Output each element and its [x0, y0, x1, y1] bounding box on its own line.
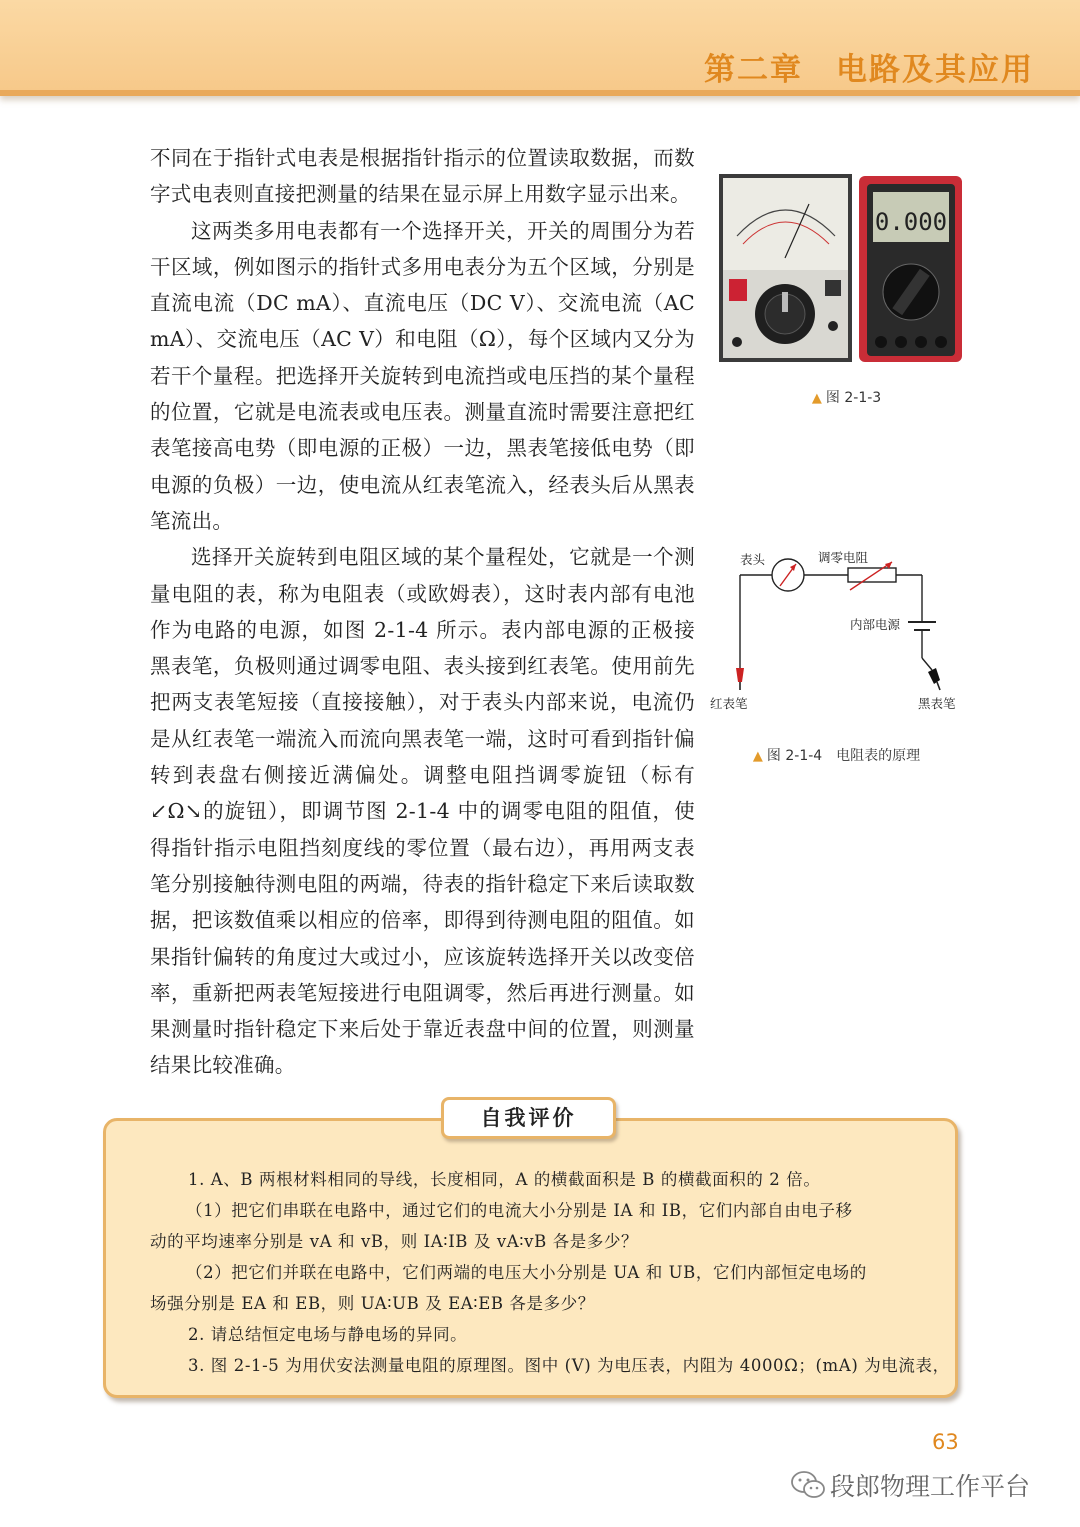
body-text [150, 140, 695, 1084]
label-zero-resistor: 调零电阻 [818, 550, 869, 565]
wechat-icon [790, 1470, 826, 1500]
question-line: 2. 请总结恒定电场与静电场的异同。 [188, 1325, 468, 1344]
question-line: 动的平均速率分别是 vA 和 vB，则 IA∶IB 及 vA∶vB 各是多少？ [150, 1232, 639, 1251]
label-red-probe: 红表笔 [710, 696, 748, 711]
question-line: 场强分别是 EA 和 EB，则 UA∶UB 及 EA∶EB 各是多少？ [150, 1294, 595, 1313]
label-meter-head: 表头 [740, 552, 766, 567]
chapter-title: 第二章 电路及其应用 [704, 52, 1034, 88]
figure-caption: ▲ 图 2-1-4 电阻表的原理 [752, 748, 921, 764]
multimeter-photo [719, 174, 962, 362]
paragraph: 选择开关旋转到电阻区域的某个量程处，它就是一个测量电阻的表，称为电阻表（或欧姆表），这时表内部有电池作为电路的电源，如图 2-1-4 所示。表内部电源的正极接黑表笔，负极则通过调零电阻、表头接到红表笔。使用前先把两支表笔短接（直接接触），对于表头内部来说，电流仍是从红表笔一端流入而流向黑表笔一端，这时可看到指针偏转到表盘右侧接近满偏处。调整电阻挡调零旋钮（标有↙Ω↘的旋钮），即调节图 2-1-4 中的调零电阻的阻值，使得指针指示电阻挡刻度线的零位置（最右边），再用两支表笔分别接触待测电阻的两端，待表的指针稳定下来后读取数据，把该数值乘以相应的倍率，即得到待测电阻的阻值。如果指针偏转的角度过大或过小，应该旋转选择开关以改变倍率，重新把两表笔短接进行电阻调零，然后再进行测量。如果测量时指针稳定下来后处于靠近表盘中间的位置，则测量结果比较准确。 [150, 545, 695, 1078]
label-black-probe: 黑表笔 [918, 696, 956, 711]
figure-caption: ▲ 图 2-1-3 [811, 390, 882, 406]
question-line: （2）把它们并联在电路中，它们两端的电压大小分别是 UA 和 UB，它们内部恒定电场的 [186, 1263, 867, 1282]
question-line: 3. 图 2-1-5 为用伏安法测量电阻的原理图。图中 (V) 为电压表，内阻为 4000Ω；(mA) 为电流表， [188, 1356, 950, 1375]
page-number: 63 [932, 1430, 959, 1454]
watermark: 段郎物理工作平台 [830, 1472, 1031, 1501]
ohmmeter-circuit [700, 540, 970, 720]
paragraph: 不同在于指针式电表是根据指针指示的位置读取数据，而数字式电表则直接把测量的结果在显示屏上用数字显示出来。 [150, 146, 695, 207]
question-line: （1）把它们串联在电路中，通过它们的电流大小分别是 IA 和 IB，它们内部自由电子移 [186, 1201, 853, 1220]
triangle-icon: ▲ [752, 749, 763, 764]
question-line: 1. A、B 两根材料相同的导线，长度相同，A 的横截面积是 B 的横截面积的 2 倍。 [188, 1170, 821, 1189]
self-eval-title: 自我评价 [441, 1097, 616, 1139]
digital-display-text: 0.000 [874, 208, 948, 236]
label-internal-source: 内部电源 [850, 617, 901, 632]
self-eval-questions [150, 1164, 950, 1381]
triangle-icon: ▲ [811, 391, 822, 406]
paragraph: 这两类多用电表都有一个选择开关，开关的周围分为若干区域，例如图示的指针式多用电表分为五个区域，分别是直流电流（DC mA）、直流电压（DC V）、交流电流（AC mA）、交流电压（AC V）和电阻（Ω），每个区域内又分为若干个量程。把选择开关旋转到电流挡或电压挡的某个量程的位置，它就是电流表或电压表。测量直流时需要注意把红表笔接高电势（即电源的正极）一边，黑表笔接低电势（即电源的负极）一边，使电流从红表笔流入，经表头后从黑表笔流出。 [150, 218, 695, 533]
